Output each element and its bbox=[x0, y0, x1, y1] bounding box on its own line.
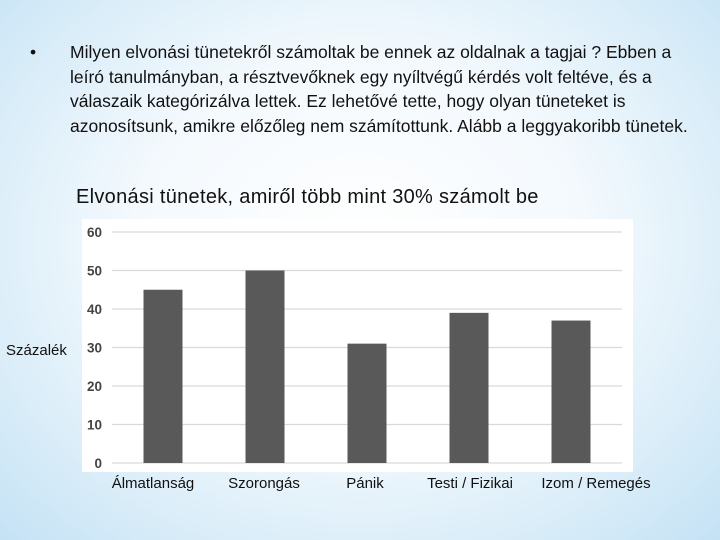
x-tick-label: Szorongás bbox=[228, 475, 300, 492]
y-tick-label: 40 bbox=[86, 302, 102, 317]
y-tick-label: 0 bbox=[94, 456, 102, 471]
bar bbox=[144, 290, 183, 463]
bar bbox=[450, 313, 489, 463]
x-tick-label: Izom / Remegés bbox=[541, 475, 651, 492]
y-axis-label: Százalék bbox=[6, 342, 67, 359]
x-tick-label: Pánik bbox=[346, 475, 384, 492]
chart-title: Elvonási tünetek, amiről több mint 30% számolt be bbox=[76, 186, 539, 208]
body-paragraph: Milyen elvonási tünetekről számoltak be ennek az oldalnak a tagjai ? Ebben a leíró tanulmányban, a résztvevőknek egy nyíltvégű kérdés volt feltéve, és a válaszaik kategórizálva lettek. Ez lehetővé tette, hogy olyan tüneteket is azonosítsunk, amikre előzőleg nem számítottunk. Alább a leggyakoribb tünetek. bbox=[70, 42, 688, 136]
bullet-marker: • bbox=[30, 42, 37, 62]
y-tick-label: 50 bbox=[86, 263, 102, 279]
y-tick-label: 30 bbox=[86, 340, 102, 356]
y-tick-label: 20 bbox=[86, 379, 102, 394]
bar bbox=[246, 271, 285, 464]
y-tick-label: 10 bbox=[86, 417, 102, 433]
x-tick-label: Álmatlanság bbox=[111, 475, 195, 492]
y-tick-label: 60 bbox=[86, 225, 102, 240]
x-tick-labels bbox=[112, 475, 651, 492]
bar bbox=[552, 321, 591, 463]
x-tick-label: Testi / Fizikai bbox=[427, 475, 513, 492]
bar bbox=[348, 344, 387, 463]
